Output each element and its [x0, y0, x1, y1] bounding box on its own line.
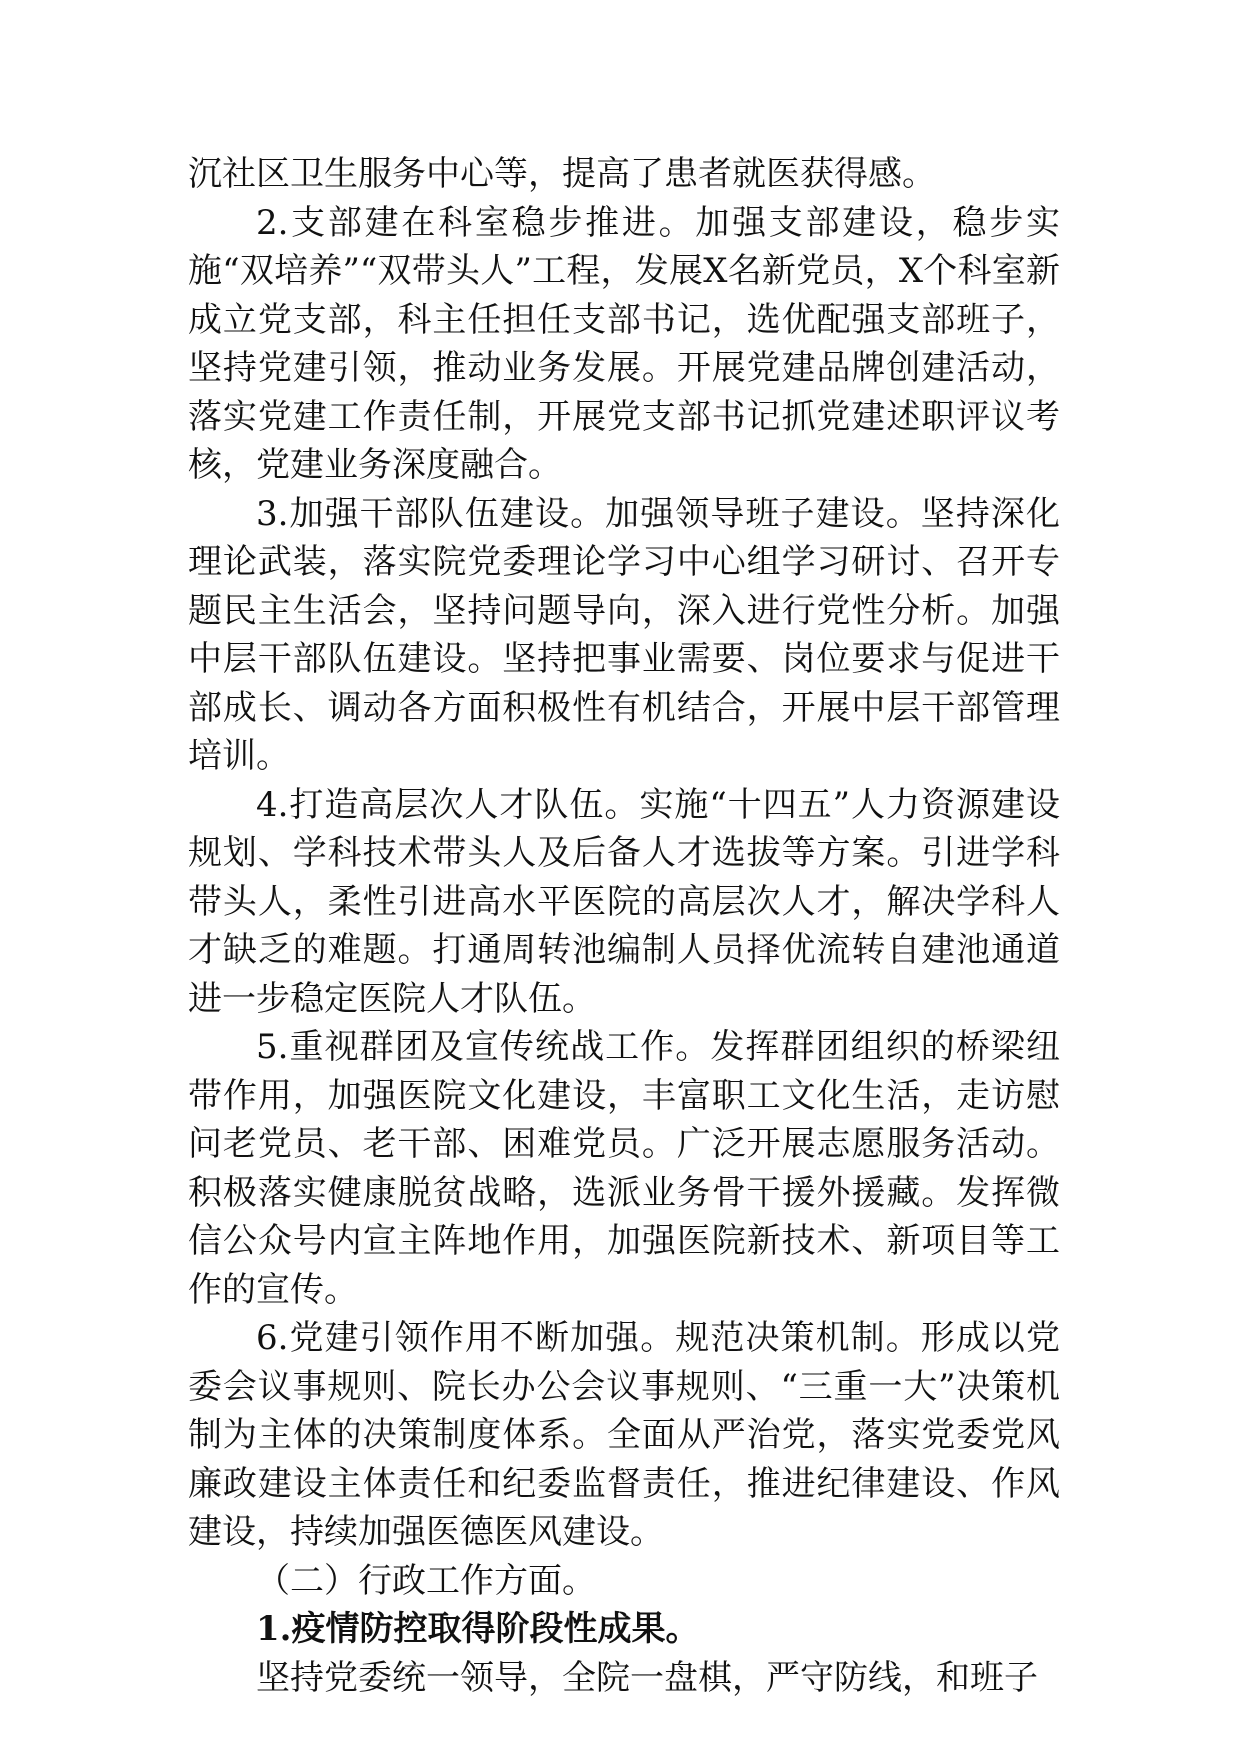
subheading-epidemic-control: 1.疫情防控取得阶段性成果。 [256, 1609, 700, 1649]
paragraph-item-4: 4.打造高层次人才队伍。实施“十四五”人力资源建设规划、学科技术带头人及后备人才选拔等方案。引进学科带头人，柔性引进高水平医院的高层次人才，解决学科人才缺乏的难题。打通周转池编制人员择优流转自建池通道进一步稳定医院人才队伍。 [188, 784, 1060, 1019]
paragraph-epidemic-start: 坚持党委统一领导，全院一盘棋，严守防线，和班子 [256, 1657, 1038, 1698]
paragraph-item-6: 6.党建引领作用不断加强。规范决策机制。形成以党委会议事规则、院长办公会议事规则、“三重一大”决策机制为主体的决策制度体系。全面从严治党，落实党委党风廉政建设主体责任和纪委监督责任，推进纪律建设、作风建设，持续加强医德医风建设。 [188, 1318, 1060, 1552]
paragraph-continuation: 沉社区卫生服务中心等，提高了患者就医获得感。 [188, 154, 936, 194]
paragraph-item-3: 3.加强干部队伍建设。加强领导班子建设。坚持深化理论武装，落实院党委理论学习中心组学习研讨、召开专题民主生活会，坚持问题导向，深入进行党性分析。加强中层干部队伍建设。坚持把事业需要、岗位要求与促进干部成长、调动各方面积极性有机结合，开展中层干部管理培训。 [188, 493, 1060, 776]
document-body [188, 150, 1060, 1702]
section-heading-administrative: （二）行政工作方面。 [256, 1560, 596, 1601]
paragraph-item-5: 5.重视群团及宣传统战工作。发挥群团组织的桥梁纽带作用，加强医院文化建设，丰富职工文化生活，走访慰问老党员、老干部、困难党员。广泛开展志愿服务活动。积极落实健康脱贫战略，选派业务骨干援外援藏。发挥微信公众号内宣主阵地作用，加强医院新技术、新项目等工作的宣传。 [188, 1027, 1060, 1310]
paragraph-item-2: 2.支部建在科室稳步推进。加强支部建设，稳步实施“双培养”“双带头人”工程，发展X名新党员，X个科室新成立党支部，科主任担任支部书记，选优配强支部班子，坚持党建引领，推动业务发展。开展党建品牌创建活动，落实党建工作责任制，开展党支部书记抓党建述职评议考核，党建业务深度融合。 [188, 202, 1060, 485]
